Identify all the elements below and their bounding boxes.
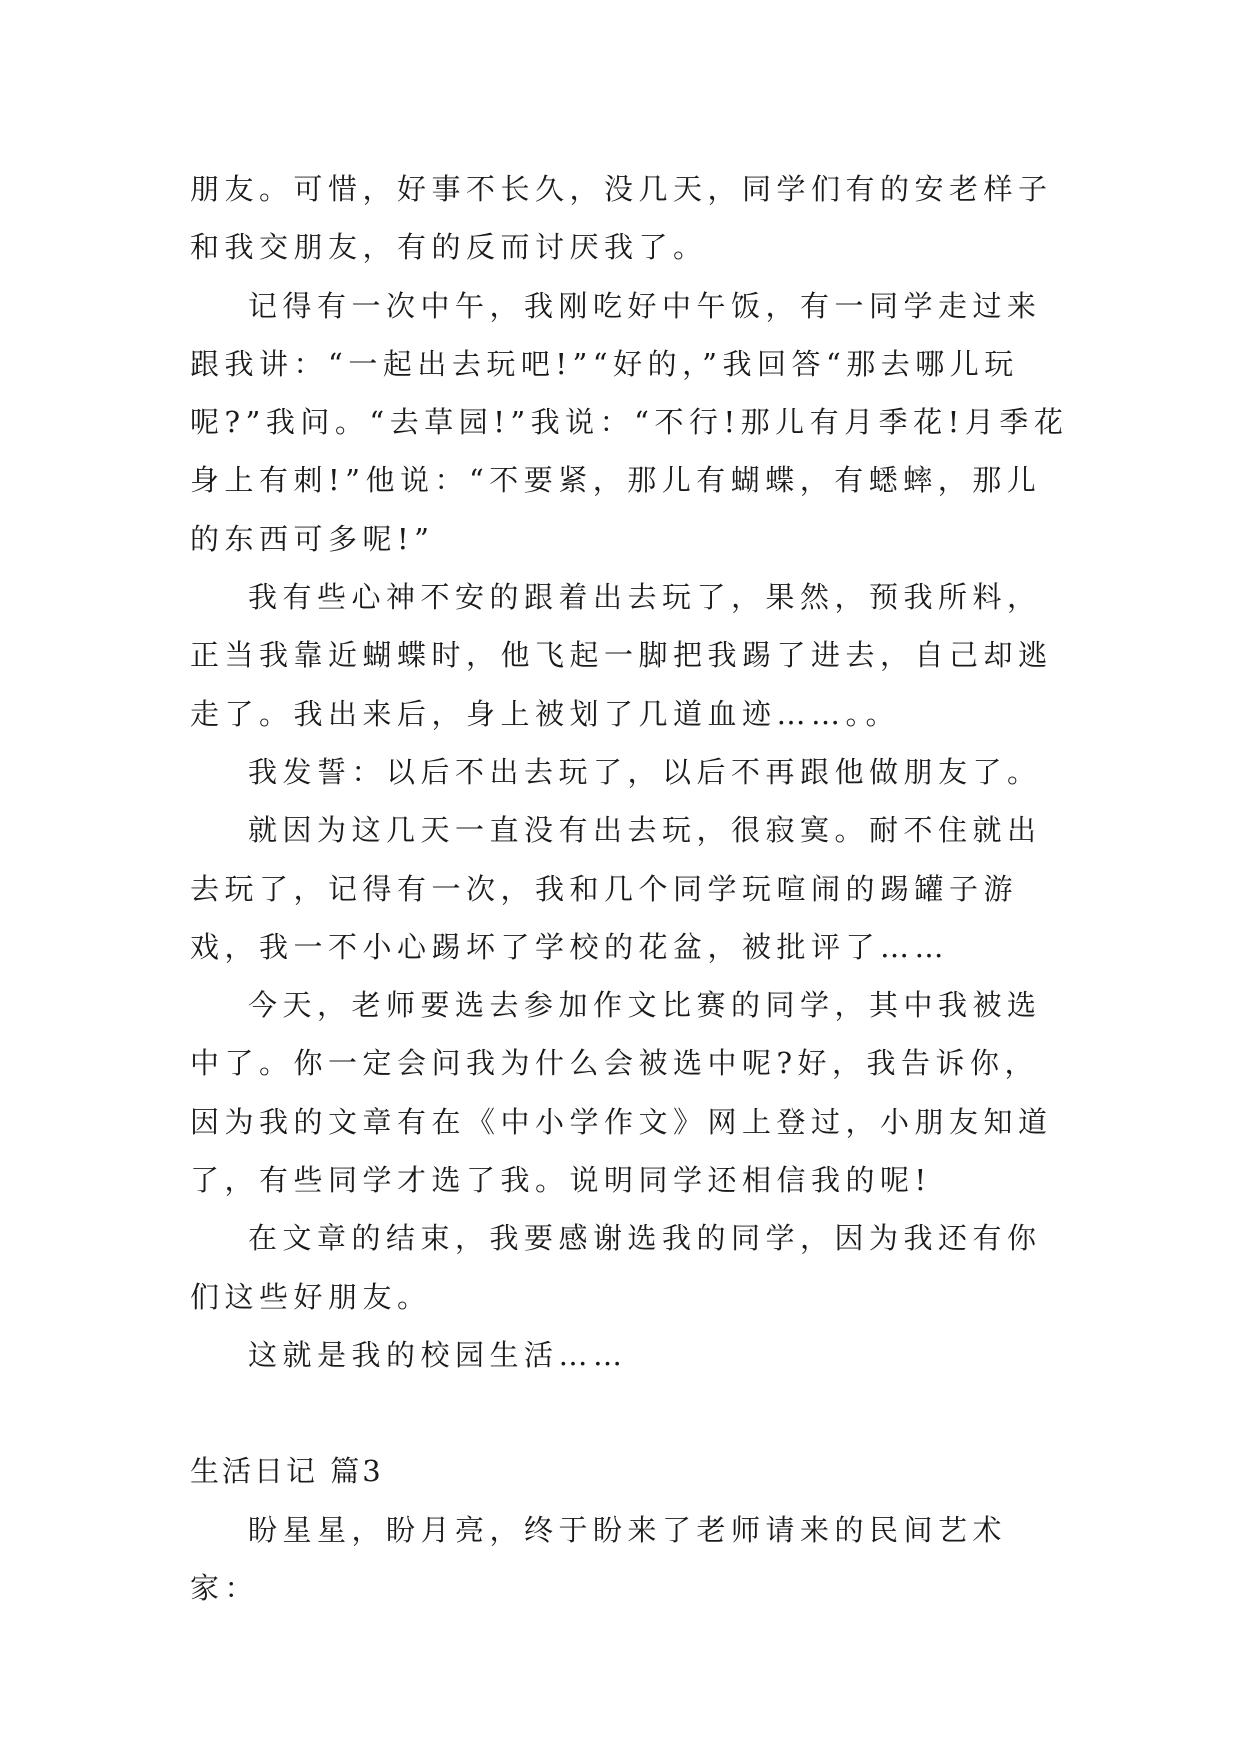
document-page bbox=[190, 160, 1070, 1617]
paragraph: 记得有一次中午，我刚吃好中午饭，有一同学走过来跟我讲：“一起出去玩吧!”“好的，”我回答“那去哪儿玩呢?”我问。“去草园!”我说：“不行!那儿有月季花!月季花身上有刺!”他说：“不要紧，那儿有蝴蝶，有蟋蟀，那儿的东西可多呢!” bbox=[190, 288, 1069, 556]
section-heading: 生活日记 篇3 bbox=[190, 1454, 384, 1489]
paragraph: 这就是我的校园生活…… bbox=[248, 1337, 628, 1372]
paragraph: 在文章的结束，我要感谢选我的同学，因为我还有你们这些好朋友。 bbox=[190, 1221, 1042, 1314]
paragraph: 今天，老师要选去参加作文比赛的同学，其中我被选中了。你一定会问我为什么会被选中呢?好，我告诉你，因为我的文章有在《中小学作文》网上登过，小朋友知道了，有些同学才选了我。说明同学还相信我的呢! bbox=[190, 988, 1053, 1198]
paragraph: 我有些心神不安的跟着出去玩了，果然，预我所料，正当我靠近蝴蝶时，他飞起一脚把我踢了进去，自己却逃走了。我出来后，身上被划了几道血迹……。。 bbox=[190, 580, 1053, 731]
paragraph: 朋友。可惜，好事不长久，没几天，同学们有的安老样子和我交朋友，有的反而讨厌我了。 bbox=[190, 172, 1053, 265]
paragraph: 盼星星，盼月亮，终于盼来了老师请来的民间艺术家： bbox=[190, 1512, 1008, 1605]
paragraph: 我发誓：以后不出去玩了，以后不再跟他做朋友了。 bbox=[248, 754, 1042, 789]
paragraph: 就因为这几天一直没有出去玩，很寂寞。耐不住就出去玩了，记得有一次，我和几个同学玩喧闹的踢罐子游戏，我一不小心踢坏了学校的花盆，被批评了…… bbox=[190, 813, 1042, 964]
